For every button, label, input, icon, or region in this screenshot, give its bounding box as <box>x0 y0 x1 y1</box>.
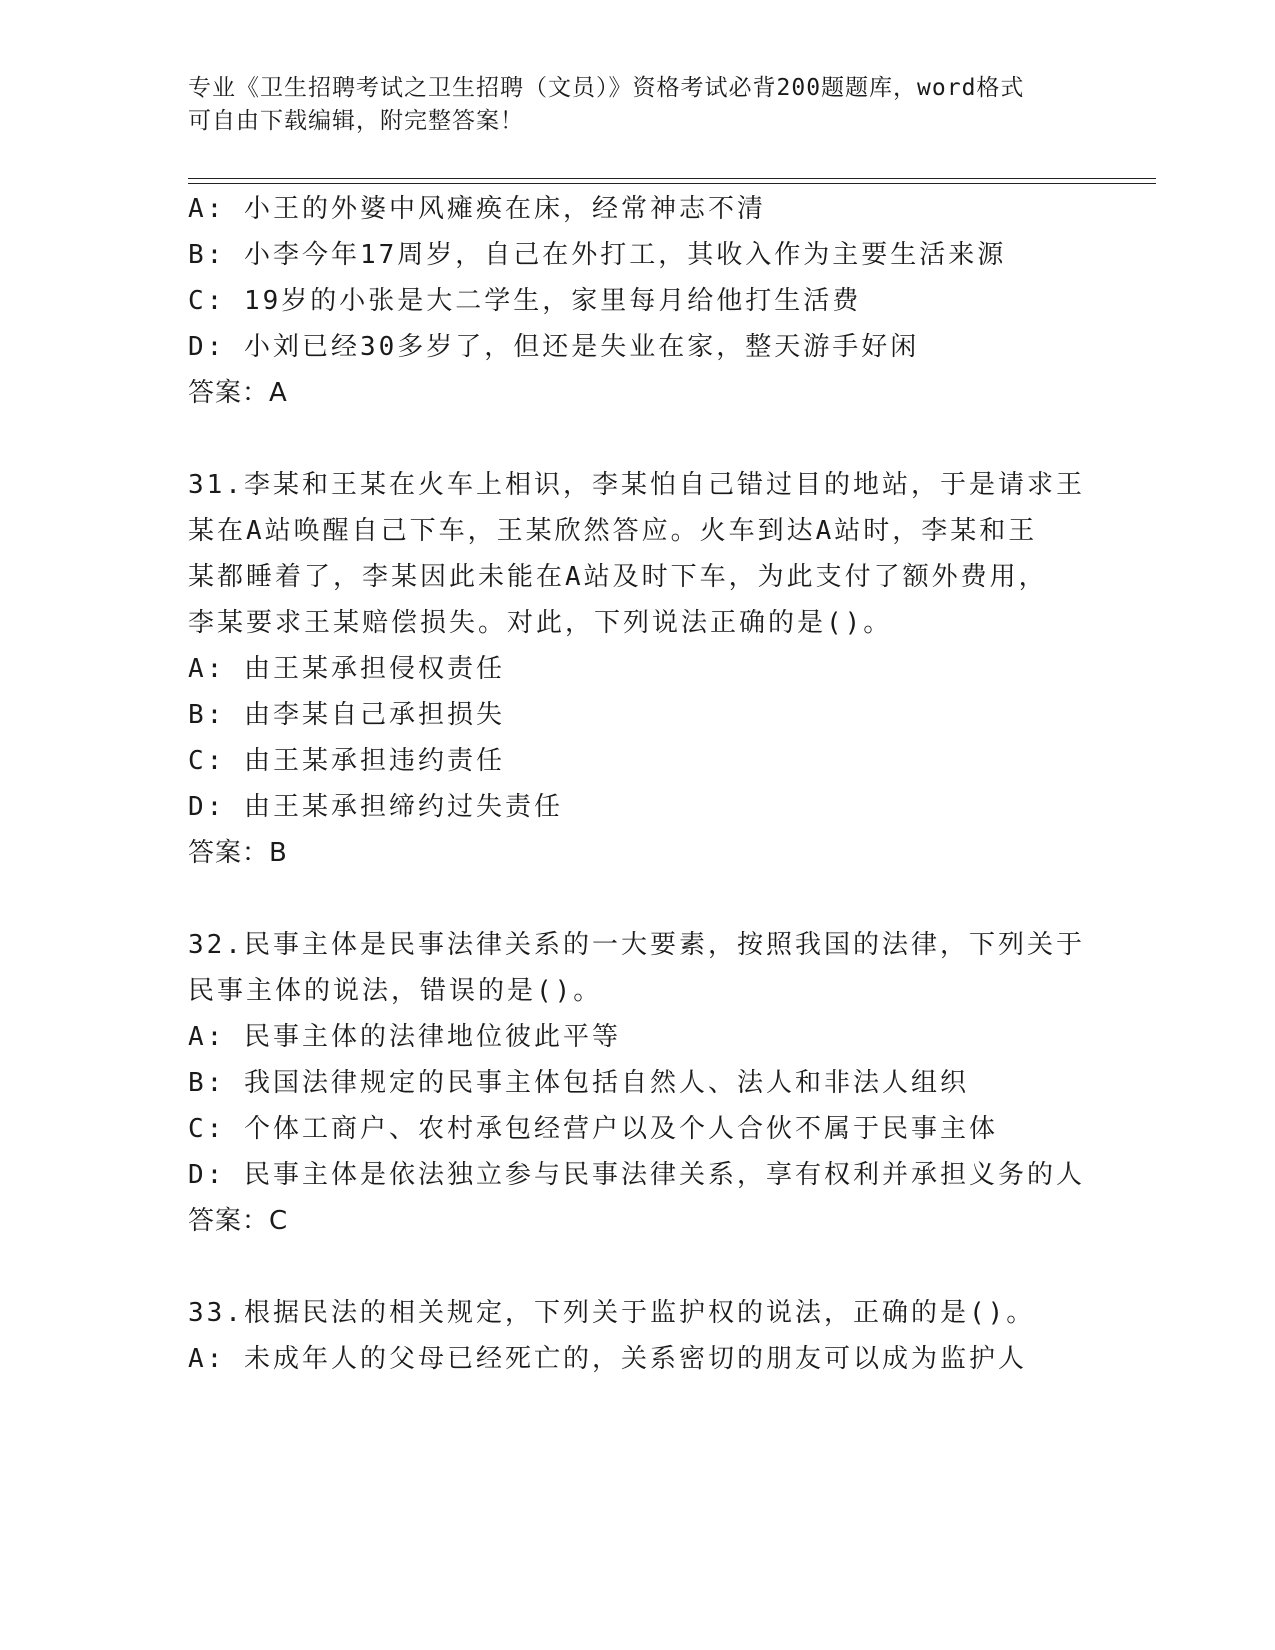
question-33 <box>188 1290 1108 1382</box>
q30-answer: 答案：A <box>188 378 288 408</box>
q31-answer: 答案：B <box>188 838 288 868</box>
q30-option-c: C: 19岁的小张是大二学生，家里每月给他打生活费 <box>188 286 862 316</box>
q31-option-d: D: 由王某承担缔约过失责任 <box>188 792 563 822</box>
q32-stem-line-1: 32.民事主体是民事法律关系的一大要素，按照我国的法律，下列关于 <box>188 930 1085 960</box>
q30-option-b: B: 小李今年17周岁，自己在外打工，其收入作为主要生活来源 <box>188 240 1007 270</box>
q31-option-a: A: 由王某承担侵权责任 <box>188 654 505 684</box>
spacer <box>188 416 1108 462</box>
question-31 <box>188 462 1108 876</box>
q33-option-a: A: 未成年人的父母已经死亡的，关系密切的朋友可以成为监护人 <box>188 1344 1027 1374</box>
q33-stem-line-1: 33.根据民法的相关规定，下列关于监护权的说法，正确的是()。 <box>188 1298 1036 1328</box>
header-divider-top <box>188 178 1156 179</box>
q31-option-c: C: 由王某承担违约责任 <box>188 746 505 776</box>
spacer <box>188 1244 1108 1290</box>
question-list <box>188 186 1108 1382</box>
q32-answer: 答案：C <box>188 1206 289 1236</box>
document-header <box>188 72 1068 138</box>
header-line-1: 专业《卫生招聘考试之卫生招聘（文员）》资格考试必背200题题库，word格式 <box>188 75 1025 101</box>
q32-stem-line-2: 民事主体的说法，错误的是()。 <box>188 976 603 1006</box>
q32-option-b: B: 我国法律规定的民事主体包括自然人、法人和非法人组织 <box>188 1068 969 1098</box>
question-32 <box>188 922 1108 1244</box>
q31-option-b: B: 由李某自己承担损失 <box>188 700 505 730</box>
q30-option-d: D: 小刘已经30多岁了，但还是失业在家，整天游手好闲 <box>188 332 920 362</box>
q31-stem-line-2: 某在A站唤醒自己下车，王某欣然答应。火车到达A站时，李某和王 <box>188 516 1038 546</box>
header-divider-bottom <box>188 183 1156 184</box>
q31-stem-line-1: 31.李某和王某在火车上相识，李某怕自己错过目的地站，于是请求王 <box>188 470 1085 500</box>
q31-stem-line-3: 某都睡着了，李某因此未能在A站及时下车，为此支付了额外费用， <box>188 562 1048 592</box>
spacer <box>188 876 1108 922</box>
header-line-2: 可自由下载编辑，附完整答案！ <box>188 108 524 134</box>
q30-option-a: A: 小王的外婆中风瘫痪在床，经常神志不清 <box>188 194 766 224</box>
q32-option-d: D: 民事主体是依法独立参与民事法律关系，享有权利并承担义务的人 <box>188 1160 1085 1190</box>
q32-option-c: C: 个体工商户、农村承包经营户以及个人合伙不属于民事主体 <box>188 1114 998 1144</box>
q32-option-a: A: 民事主体的法律地位彼此平等 <box>188 1022 621 1052</box>
question-30 <box>188 186 1108 416</box>
q31-stem-line-4: 李某要求王某赔偿损失。对此，下列说法正确的是()。 <box>188 608 893 638</box>
